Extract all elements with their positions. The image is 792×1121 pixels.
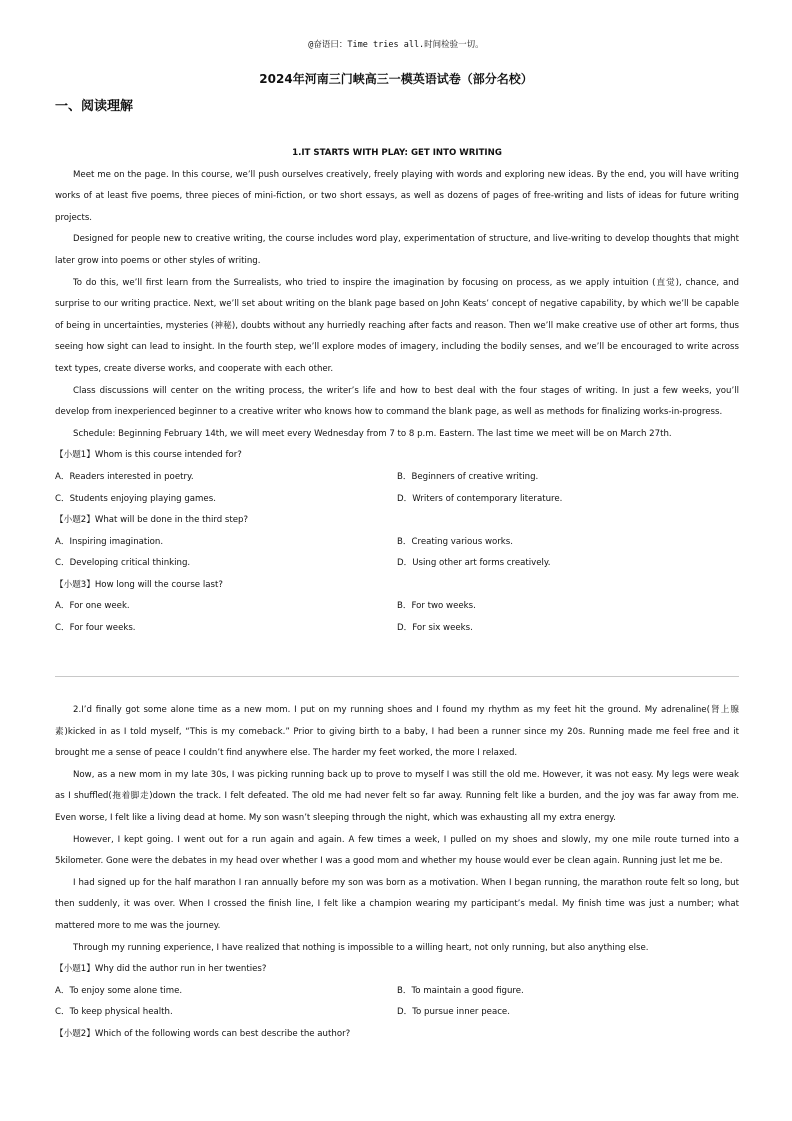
option-a: A．To enjoy some alone time. [55, 985, 183, 996]
paragraph: However, I kept going. I went out for a run again and again. A few times a week, I pulled on my shoes and slowly, my one mile route turned into a 5kilometer. Gone were the debates in my head over whether I was a good mom and whether my house would ever be clean again. Running just let me be. [55, 834, 739, 867]
option-c: C．For four weeks. [55, 623, 136, 634]
option-d: D．Writers of contemporary literature. [397, 493, 563, 504]
option-a: A．Inspiring imagination. [55, 536, 164, 547]
paragraph: Meet me on the page. In this course, we’ll push ourselves creatively, freely playing with words and exploring new ideas. By the end, you will have writing works of at least five poems, three pieces of mini-fiction, or two short essays, as well as dozens of pages of free-writing and lists of ideas for future writing projects. [55, 169, 739, 223]
option-c: C．Students enjoying playing games. [55, 493, 216, 504]
option-a: A．For one week. [55, 601, 130, 612]
option-a: A．Readers interested in poetry. [55, 471, 194, 482]
paragraph: Through my running experience, I have realized that nothing is impossible to a willing heart, not only running, but also anything else. [73, 942, 649, 953]
option-d: D．For six weeks. [397, 623, 473, 634]
paragraph: To do this, we’ll first learn from the Surrealists, who tried to inspire the imagination by focusing on process, as we apply intuition (直觉), chance, and surprise to our writing practice. Next, we’ll set about writing on the blank page based on John Keats’ concept of negative capability, by which we’ll be capable of being in uncertainties, mysteries (神秘), doubts without any hurriedly reaching after facts and reason. Then we’ll make creative use of other art forms, thus seeing how sight can lead to insight. In the fourth step, we’ll explore modes of imagery, including the bodily senses, and we’ll be encouraged to write across text types, create diverse works, and cooperate with each other. [55, 277, 739, 374]
question-stem: 【小题2】Which of the following words can best describe the author? [55, 1028, 351, 1039]
option-row [55, 1002, 739, 1024]
option-c: C．Developing critical thinking. [55, 558, 191, 569]
paragraph: Now, as a new mom in my late 30s, I was picking running back up to prove to myself I was still the old me. However, it was not easy. My legs were weak as I shuffled(拖着脚走)down the track. I felt defeated. The old me had never felt so far away. Running felt like a burden, and the joy was far away from me. Even worse, I felt like a living dead at home. My son wasn’t sleeping through the night, which was exhausting all my extra energy. [55, 769, 739, 823]
paragraph: Schedule: Beginning February 14th, we will meet every Wednesday from 7 to 8 p.m. Eastern. The last time we meet will be on March 27th. [73, 428, 672, 439]
option-d: D．Using other art forms creatively. [397, 558, 551, 569]
exam-title: 2024年河南三门峡高三一模英语试卷（部分名校） [259, 72, 533, 86]
option-b: B．Creating various works. [397, 536, 513, 547]
option-row [55, 532, 739, 554]
question-stem: 【小题1】Whom is this course intended for? [55, 450, 242, 461]
question-stem: 【小题2】What will be done in the third step? [55, 515, 249, 526]
option-b: B．Beginners of creative writing. [397, 471, 539, 482]
paragraph: 2.I’d finally got some alone time as a new mom. I put on my running shoes and I found my rhythm as my feet hit the ground. My adrenaline(肾上腺素)kicked in as I told myself, “This is my comeback.” Prior to giving birth to a baby, I had been a runner since my 20s. Running made me feel free and it brought me a sense of peace I couldn’t find anywhere else. The harder my feet worked, the more I relaxed. [55, 705, 739, 759]
passage-1 [55, 143, 739, 640]
paragraph: Class discussions will center on the writing process, the writer’s life and how to best deal with the four stages of writing. In just a few weeks, you’ll develop from inexperienced beginner to a creative writer who knows how to command the blank page, as well as methods for finalizing works-in-progress. [55, 385, 739, 418]
option-row [55, 553, 739, 575]
option-c: C．To keep physical health. [55, 1007, 173, 1018]
section-heading: 一、阅读理解 [55, 99, 134, 114]
option-row [55, 596, 739, 618]
option-d: D．To pursue inner peace. [397, 1007, 510, 1018]
motto: @奋语曰：Time tries all.时间检验一切。 [308, 40, 484, 50]
question-stem: 【小题1】Why did the author run in her twenties? [55, 964, 267, 975]
divider [55, 676, 739, 677]
option-b: B．To maintain a good figure. [397, 985, 524, 996]
question-stem: 【小题3】How long will the course last? [55, 579, 223, 590]
option-row [55, 981, 739, 1003]
passage-2 [55, 700, 739, 1046]
option-row [55, 467, 739, 489]
option-b: B．For two weeks. [397, 601, 476, 612]
option-row [55, 618, 739, 640]
paragraph: I had signed up for the half marathon I ran annually before my son was born as a motivation. When I began running, the marathon route felt so long, but then suddenly, it was over. When I crossed the finish line, I felt like a champion wearing my participant’s medal. My finish time was just a number; what mattered more to me was the journey. [55, 877, 739, 931]
passage-title: 1.IT STARTS WITH PLAY: GET INTO WRITING [292, 148, 502, 158]
paragraph: Designed for people new to creative writing, the course includes word play, experimentation of structure, and live-writing to develop thoughts that might later grow into poems or other styles of writing. [55, 234, 739, 266]
option-row [55, 489, 739, 511]
